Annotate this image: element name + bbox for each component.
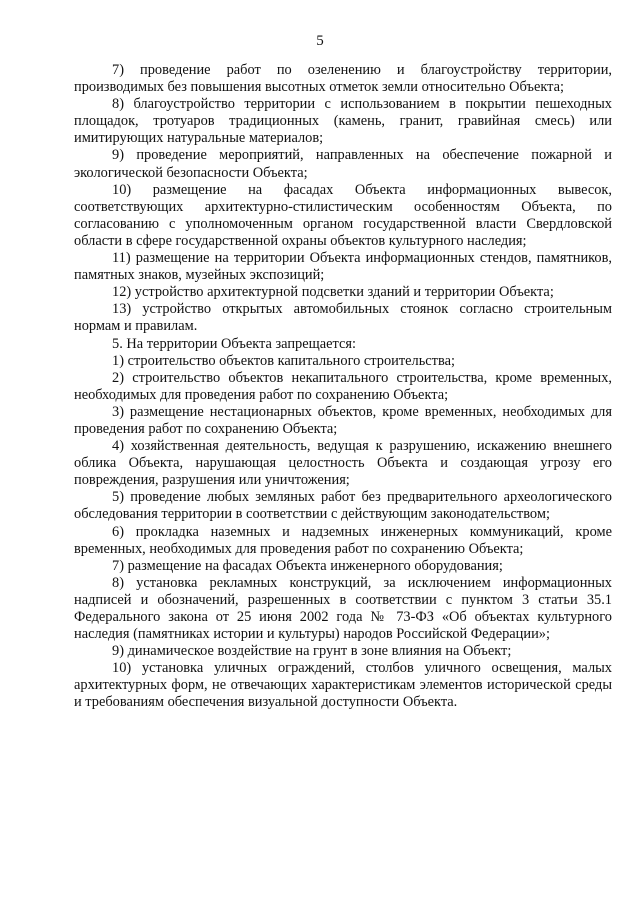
paragraph: 9) проведение мероприятий, направленных на обеспечение пожарной и экологической безопасности Объекта; [74,147,612,181]
paragraph: 1) строительство объектов капитального строительства; [112,352,455,369]
paragraph: 6) прокладка наземных и надземных инженерных коммуникаций, кроме временных, необходимых для проведения работ по сохранению Объекта; [74,523,612,557]
page-number: 5 [316,33,324,49]
paragraph: 8) благоустройство территории с использованием в покрытии пешеходных площадок, тротуаров традиционных (камень, гранит, гравийная смесь) или имитирующих натуральные материалов; [74,96,612,147]
paragraph: 13) устройство открытых автомобильных стоянок согласно строительным нормам и правилам. [74,301,612,335]
paragraph: 3) размещение нестационарных объектов, кроме временных, необходимых для проведения работ по сохранению Объекта; [74,403,612,437]
paragraph: 5) проведение любых земляных работ без предварительного археологического обследования территории в соответствии с действующим законодательством; [74,489,612,523]
paragraph: 4) хозяйственная деятельность, ведущая к разрушению, искажению внешнего облика Объекта, нарушающая целостность Объекта и создающая угрозу его повреждения, разрушения или уничтожения; [74,438,612,489]
paragraph: 12) устройство архитектурной подсветки зданий и территории Объекта; [112,284,554,301]
paragraph: 9) динамическое воздействие на грунт в зоне влияния на Объект; [112,643,512,660]
paragraph: 10) размещение на фасадах Объекта информационных вывесок, соответствующих архитектурно-стилистическим особенностям Объекта, по согласованию с уполномоченным органом государственной власти Свердловской области в сфере государственной охраны объектов культурного наследия; [74,181,612,249]
paragraph: 10) установка уличных ограждений, столбов уличного освещения, малых архитектурных форм, не отвечающих характеристикам элементов исторической среды и требованиям обеспечения визуальной доступности Объекта. [74,660,612,711]
paragraph: 2) строительство объектов некапитального строительства, кроме временных, необходимых для проведения работ по сохранению Объекта; [74,369,612,403]
paragraph: 7) проведение работ по озеленению и благоустройству территории, производимых без повышения высотных отметок земли относительно Объекта; [74,62,612,96]
document-body [74,62,612,712]
section-heading: 5. На территории Объекта запрещается: [112,335,356,352]
paragraph: 8) установка рекламных конструкций, за исключением информационных надписей и обозначений, разрешенных в соответствии с пунктом 3 статьи 35.1 Федерального закона от 25 июня 2002 года № 73-ФЗ «Об объектах культурного наследия (памятниках истории и культуры) народов Российской Федерации»; [74,574,612,643]
paragraph: 7) размещение на фасадах Объекта инженерного оборудования; [112,557,503,574]
paragraph: 11) размещение на территории Объекта информационных стендов, памятников, памятных знаков, музейных экспозиций; [74,250,612,284]
